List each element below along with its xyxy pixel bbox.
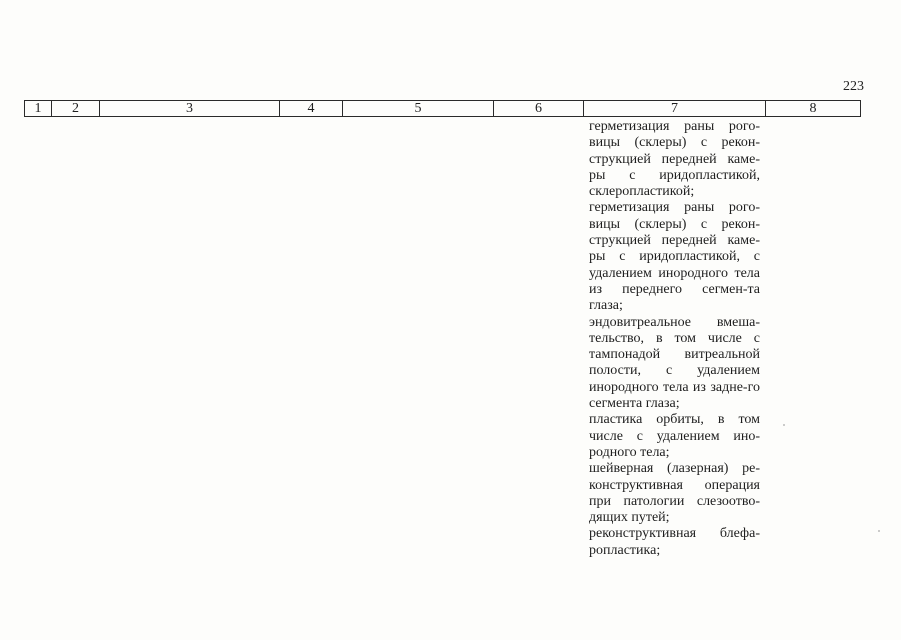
- treatment-entry: герметизация раны рого-вицы (склеры) с рекон-струкцией передней каме-ры с иридопластикой, с удалением инородного тела из переднего сегмен-та глаза;: [589, 200, 760, 314]
- page-number: 223: [843, 79, 864, 94]
- column-header-3: 3: [100, 101, 280, 116]
- scan-speck: [783, 424, 785, 426]
- column-header-5: 5: [343, 101, 494, 116]
- column-header-1: 1: [25, 101, 52, 116]
- column-header-8: 8: [809, 101, 817, 116]
- table-header-row: [24, 100, 861, 117]
- column-7-content: [589, 119, 760, 559]
- treatment-entry: эндовитреальное вмеша-тельство, в том числе с тампонадой витреальной полости, с удалением инородного тела из задне-го сегмента глаза;: [589, 314, 760, 412]
- column-header-6: 6: [494, 101, 584, 116]
- treatment-entry: пластика орбиты, в том числе с удалением ино-родного тела;: [589, 412, 760, 460]
- treatment-entry: шейверная (лазерная) ре-конструктивная операция при патологии слезоотво-дящих путей;: [589, 461, 760, 526]
- column-header-2: 2: [52, 101, 100, 116]
- scan-speck: [878, 530, 880, 532]
- treatment-entry: реконструктивная блефа-ропластика;: [589, 526, 760, 558]
- column-header-7: 7: [584, 101, 766, 116]
- treatment-entry: герметизация раны рого-вицы (склеры) с рекон-струкцией передней каме-ры с иридопластикой, склеропластикой;: [589, 119, 760, 200]
- column-header-4: 4: [280, 101, 343, 116]
